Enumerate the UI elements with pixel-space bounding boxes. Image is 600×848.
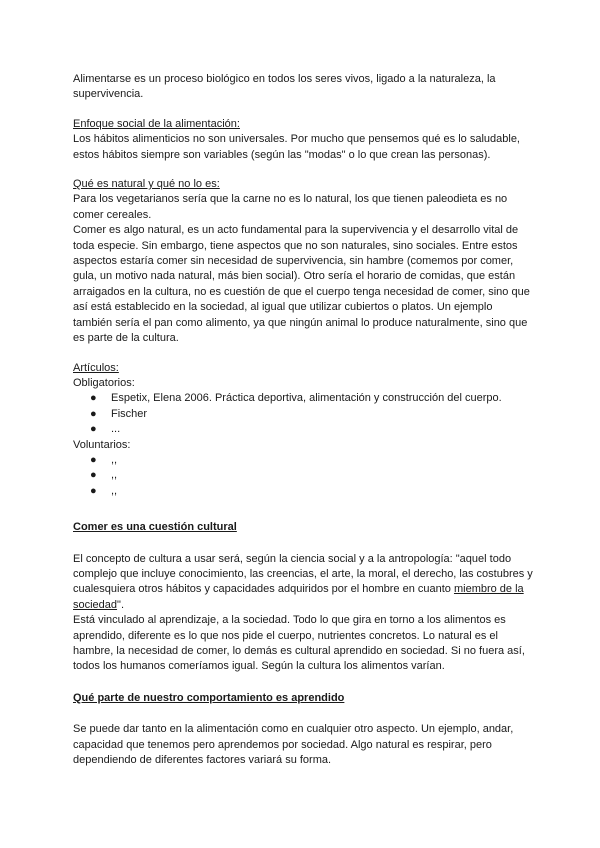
enfoque-paragraph: Los hábitos alimenticios no son universales. Por mucho que pensemos qué es lo saludable, estos hábitos siempre son variables (según las "modas" o lo que crean las personas). [73, 133, 520, 161]
aprendido-paragraph: Se puede dar tanto en la alimentación como en cualquier otro aspecto. Un ejemplo, andar, capacidad que tenemos pero aprendemos por sociedad. Algo natural es respirar, pero dependiendo de diferentes factores variará su forma. [73, 723, 514, 767]
bullet-icon: ● [90, 407, 97, 420]
list-item: ● ,, [73, 468, 533, 483]
enfoque-title: Enfoque social de la alimentación: [73, 117, 240, 130]
voluntarios-label: Voluntarios: [73, 438, 131, 451]
bullet-icon: ● [90, 392, 97, 405]
cultural-heading: Comer es una cuestión cultural [73, 521, 237, 534]
natural-title: Qué es natural y qué no lo es: [73, 178, 220, 191]
list-item: ● ... [73, 422, 533, 437]
obligatorios-label: Obligatorios: [73, 376, 135, 389]
list-item: ● Espetix, Elena 2006. Práctica deportiva, alimentación y construcción del cuerpo. [73, 391, 533, 406]
list-item: ● Fischer [73, 407, 533, 422]
natural-paragraph-1: Para los vegetarianos sería que la carne no es lo natural, los que tienen paleodieta es no comer cereales. [73, 193, 508, 221]
bullet-icon: ● [90, 453, 97, 466]
aprendido-heading: Qué parte de nuestro comportamiento es aprendido [73, 691, 345, 704]
articulos-title: Artículos: [73, 361, 119, 374]
bullet-icon: ● [90, 469, 97, 482]
intro-paragraph: Alimentarse es un proceso biológico en todos los seres vivos, ligado a la naturaleza, la supervivencia. [73, 73, 496, 101]
natural-paragraph-2: Comer es algo natural, es un acto fundamental para la supervivencia y el desarrollo vital de toda especie. Sin embargo, tiene aspectos que no son naturales, sino sociales. Entre estos aspectos estaría comer sin necesidad de supervivencia, sin hambre (comemos por comer, gula, un motivo nada natural, más bien social). Otro sería el horario de comidas, que están arraigados en la cultura, no es cuestión de que el cuerpo tenga necesidad de comer, sino que así está establecido en la sociedad, al igual que utilizar cubiertos o platos. Un ejemplo también sería el pan como alimento, ya que ningún animal lo produce naturalmente, sino que es parte de la cultura. [73, 224, 530, 345]
cultural-paragraph-1: El concepto de cultura a usar será, según la ciencia social y a la antropología: "aquel todo complejo que incluye conocimiento, las creencias, el arte, la moral, el derecho, las costubres y cualesquiera otros hábitos y capacidades adquiridos por el hombre en cuanto miembro de la sociedad". [73, 552, 533, 611]
society-link-text: miembro de la sociedad [73, 583, 524, 611]
obligatorios-list [73, 391, 533, 437]
cultural-paragraph-2: Está vinculado al aprendizaje, a la sociedad. Todo lo que gira en torno a los alimentos es aprendido, diferente es lo que nos pide el cuerpo, nutrientes concretos. Lo natural es el hambre, la necesidad de comer, lo demás es cultural aprendido en sociedad. Si no fuera así, todos los humanos comeríamos igual. Según la cultura los alimentos varían. [73, 614, 525, 673]
document-body [73, 72, 533, 768]
bullet-icon: ● [90, 484, 97, 497]
voluntarios-list [73, 453, 533, 499]
bullet-icon: ● [90, 423, 97, 436]
list-item: ● ,, [73, 484, 533, 499]
list-item: ● ,, [73, 453, 533, 468]
